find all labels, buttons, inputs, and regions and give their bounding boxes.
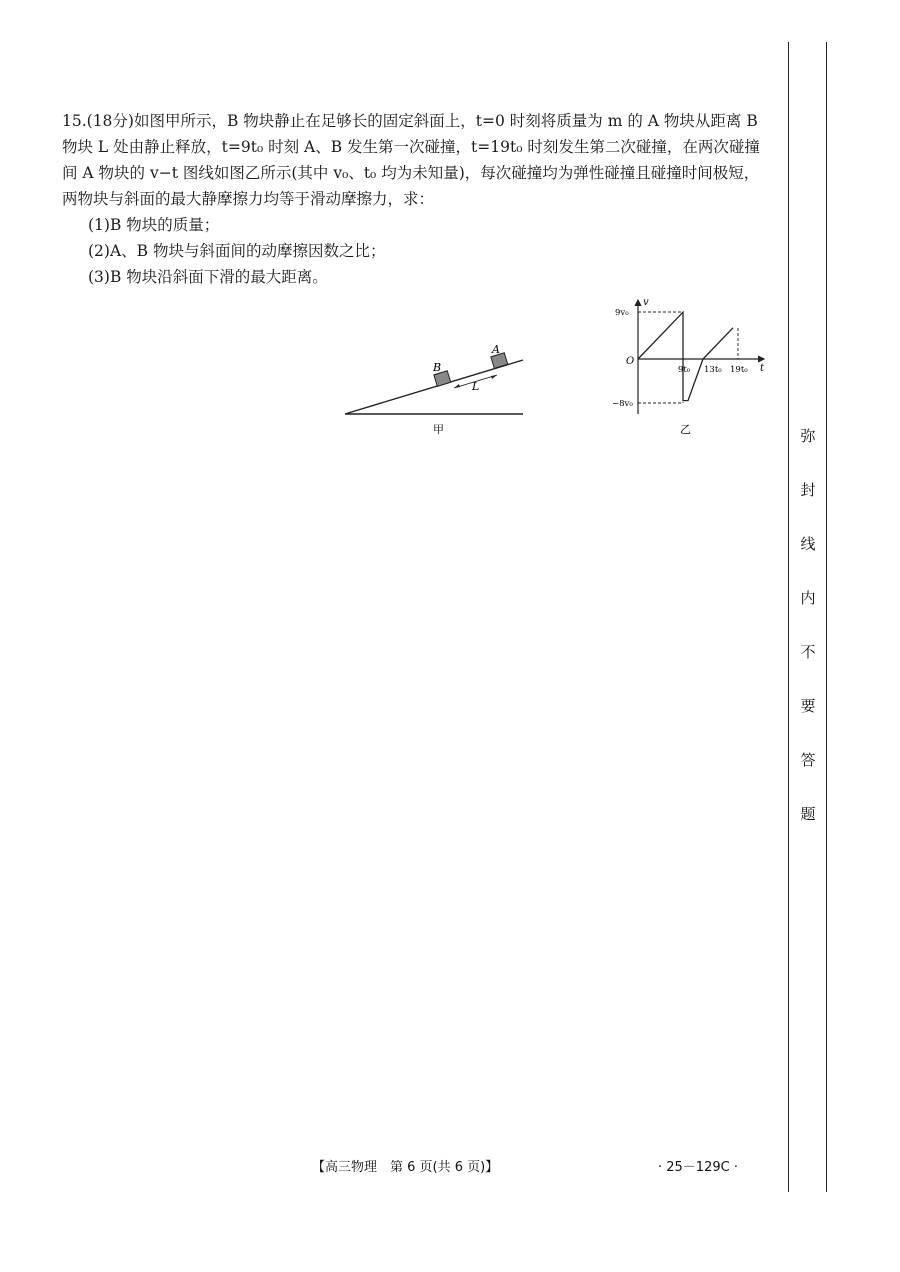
seal-char-6: 要 — [800, 697, 816, 715]
label-b: B — [433, 361, 442, 374]
seal-char-4: 内 — [800, 589, 816, 607]
question-part-3: (3)B 物块沿斜面下滑的最大距离。 — [88, 268, 328, 286]
page-footer — [0, 1156, 900, 1180]
question-15 — [62, 108, 774, 290]
question-part-2: (2)A、B 物块与斜面间的动摩擦因数之比； — [88, 242, 386, 260]
footer-code: · 25－129C · — [658, 1160, 738, 1175]
tick-9t0: 9t₀ — [678, 365, 691, 375]
figure-incline — [335, 340, 535, 440]
question-stem: 15.(18分)如图甲所示，B 物块静止在足够长的固定斜面上，t=0 时刻将质量为 m 的 A 物块从距离 B 物块 L 处由静止释放，t=9t₀ 时刻 A、B 发生第一次碰撞，t=19t₀ 时刻发生第二次碰撞，在两次碰撞间 A 物块的 v−t 图线如图乙所示(其中 v₀、t₀ 均为未知量)，每次碰撞均为弹性碰撞且碰撞时间极短，两物块与斜面的最大静摩擦力均等于滑动摩擦力，求： — [62, 112, 760, 208]
seal-char-5: 不 — [800, 643, 816, 661]
label-l: L — [472, 380, 480, 393]
question-part-1: (1)B 物块的质量； — [88, 216, 220, 234]
caption-jia: 甲 — [433, 423, 444, 436]
seal-char-7: 答 — [800, 751, 816, 769]
tick-13t0: 13t₀ — [704, 365, 722, 375]
caption-yi: 乙 — [680, 423, 691, 436]
tick-19t0: 19t₀ — [730, 365, 748, 375]
seal-char-3: 线 — [800, 535, 816, 553]
seal-char-8: 题 — [800, 805, 816, 823]
arrowhead-right — [491, 375, 497, 379]
tick-9v0: 9v₀ — [615, 308, 629, 318]
label-t: t — [760, 363, 765, 374]
seal-char-2: 封 — [800, 481, 816, 499]
tick-neg8v0: −8v₀ — [612, 399, 633, 409]
binding-line-inner — [826, 42, 827, 1192]
figure-vt-graph — [612, 296, 777, 441]
binding-line-outer — [788, 42, 789, 1192]
guide-lines — [638, 312, 738, 403]
label-v: v — [643, 297, 649, 308]
label-origin: O — [626, 356, 635, 367]
arrowhead-left — [454, 384, 460, 388]
seal-char-1: 弥 — [800, 427, 816, 445]
seal-line-notice — [796, 426, 820, 858]
label-a: A — [492, 343, 500, 356]
vt-curve — [638, 312, 733, 400]
footer-page-info: 【高三物理 第 6 页(共 6 页)】 — [312, 1160, 499, 1175]
